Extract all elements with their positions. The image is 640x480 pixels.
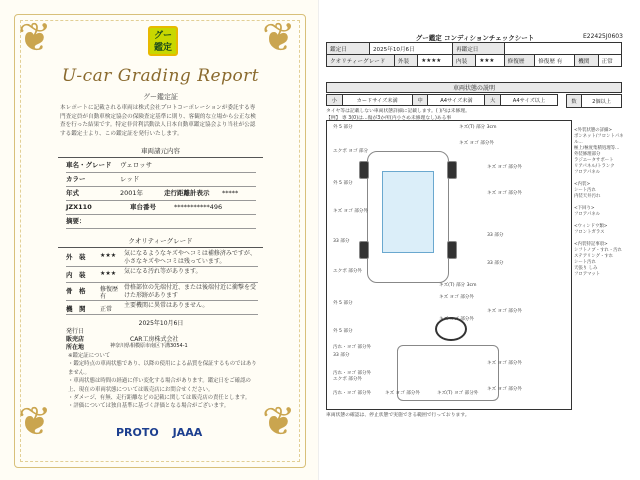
legend-note: タイヤ等は記載しない車両状態詳細に記載します。( )内は未修理。 【例】 専 3(0)は…傷が3か所(内小さめ未修理なし)ある事 [326, 109, 470, 121]
grade-heading: クオリティーグレード [58, 236, 263, 248]
vehicle-mileage-value: ***** [222, 189, 239, 197]
grade-desc: 骨格部位の先端付近、または後端付近に衝撃を受けた形跡があります [124, 284, 257, 299]
vehicle-model-row [66, 200, 256, 215]
size-cell: 小 [327, 95, 343, 106]
issue-date: 2025年10月6日 [138, 320, 184, 327]
issue-label: 発行日 [66, 328, 85, 335]
vehicle-notes-label: 摘要： [66, 217, 86, 225]
wheel-icon [359, 161, 369, 179]
damage-label: キズ ヨゴ 部分外 [487, 387, 522, 392]
grade-stars: 正常 [100, 306, 113, 313]
logos [116, 426, 216, 442]
damage-label: 33 部分 [333, 239, 350, 244]
report-title: U-car Grading Report [61, 66, 260, 86]
damage-label: エクボ ヨゴ 部分 [333, 149, 369, 154]
size-cell: 大 [485, 95, 501, 106]
damage-label: 33 部分 [487, 261, 504, 266]
damage-label: 汚れ・ヨゴ 部分外 [333, 345, 372, 350]
damage-label: エクボ 部分外 [333, 269, 363, 274]
damage-label: 外 5 部分 [333, 329, 353, 334]
repair-label: 修復歴 [504, 55, 535, 67]
size-cell: 中 [412, 95, 428, 106]
grade-label: 外 装 [66, 253, 86, 261]
checksheet-header-table [326, 42, 622, 67]
int-label: 内装 [453, 55, 476, 67]
damage-label: キズ ヨゴ 部分外 [439, 295, 474, 300]
damage-label: 外 5 部分 [333, 301, 353, 306]
damage-label: キズ ヨゴ 部分外 [487, 361, 522, 366]
vehicle-color-row [66, 172, 256, 187]
engine-label: 機関 [575, 55, 598, 67]
damage-label: キズ ヨゴ 部分外 [487, 165, 522, 170]
grade-stars: 修復歴有 [100, 286, 119, 300]
damage-label: キズ ヨゴ 部分外 [439, 317, 474, 322]
grade-label: 内 装 [66, 271, 86, 279]
damage-label: 33 部分 [487, 233, 504, 238]
vehicle-color-value: レッド [120, 175, 140, 183]
damage-label: キズ ヨゴ 部分外 [385, 391, 420, 396]
damage-label: キズ ヨゴ 部分外 [333, 209, 368, 214]
vehicle-model-value: JZX110 [66, 203, 92, 211]
bottom-note: 車両状態の確認は、停止状態で実施できる範囲で行っております。 [326, 413, 470, 418]
vehicle-year-row [66, 186, 256, 201]
wheel-icon [359, 241, 369, 259]
grade-row-engine [66, 300, 258, 315]
grade-row-interior [66, 266, 258, 283]
vehicle-heading: 車両諸元内容 [58, 146, 263, 158]
damage-label: 汚れ・ヨゴ 部分外 [333, 391, 372, 396]
damage-label: キズ ヨゴ 部分外 [459, 141, 494, 146]
certificate-notes: ※鑑定証について ・鑑定時点の車両状態であり、以降の使用による品質を保証するものではありません。 ・車両状態は時間の経過に伴い変化する場合があります。鑑定日をご確認の上、現在の車両状態については販売店にお問合せください。 ・ダメージ、有無、走行距離などの記載に関しては販売店の責任とします。 ・評価については独自基準に基づく評価となる場合がございます。 [68, 353, 257, 410]
ornament-top-left-icon: ❦ [18, 15, 52, 61]
certificate-panel [0, 0, 318, 480]
repair-value: 修復歴 有 [535, 55, 575, 67]
damage-label: 外 5 部分 [333, 181, 353, 186]
vehicle-name-label: 車名・グレード [66, 161, 112, 169]
detail-column: <外装状態の詳細> ボンネット/フロントパネル… 極上/極度集積処理等… 外装修理部分 ラジエータサポート リアパネル/トランク フロアパネル <内装> シート汚れ 内装天井汚れ <下回り> フロアパネル <ウィンドウ類> フロントガラス <内装特記事項> シフトノブ・すれ・汚れ ステアリング・すれ シート汚れ 天張り しみ フロアマット [574, 128, 624, 277]
int-value: ★★★ [476, 55, 504, 67]
count-cell: 数 [567, 95, 582, 108]
ext-value: ★★★★ [418, 55, 453, 67]
damage-label: キズ(T) ヨゴ 部分外 [437, 391, 479, 396]
grade-desc: 気になるようなキズやヘコミは補修済みですが、小さなキズやヘコミは残っています。 [124, 250, 256, 265]
quality-label: クオリティーグレード [327, 55, 395, 67]
goo-badge-text: グー 鑑定 [153, 31, 172, 53]
damage-label: キズ(T) 部分 3cm [439, 283, 477, 288]
vehicle-name-row [66, 158, 256, 173]
ornament-bottom-left-icon: ❦ [18, 399, 52, 445]
car-cabin-glass [382, 171, 434, 253]
date-value: 2025年10月6日 [370, 43, 453, 55]
vehicle-year-value: 2001年 [120, 189, 144, 197]
damage-diagram [326, 120, 572, 410]
ornament-top-right-icon: ❦ [262, 15, 296, 61]
shop-name: CAR工房株式会社 [130, 336, 179, 343]
vehicle-notes-row [66, 214, 256, 229]
proto-logo: PROTO [116, 426, 159, 439]
grade-stars: ★★★ [100, 270, 117, 277]
intro-text: 本レポートに記載される車両は株式会社プロトコーポレーションが委託する専門査定員が自動車検定協会の保険査定基準に則り、客観的な立場から公正な検査を行った結果です。特定非営利活動法人日本自動車鑑定協会より当社が公認する鑑定士より、この鑑定証を発行いたします。 [60, 105, 256, 137]
damage-label: エクボ 部分外 [333, 377, 363, 382]
report-subtitle: グー鑑定証 [143, 93, 178, 101]
size-legend-table [326, 94, 558, 106]
panel-divider [318, 0, 319, 480]
address-value: 神奈川県相模原市南区下溝3054-1 [110, 343, 188, 349]
ext-label: 外装 [394, 55, 417, 67]
engine-value: 正常 [598, 55, 621, 67]
grade-row-frame [66, 282, 258, 301]
damage-label: キズ(T) 部分 3cm [459, 125, 497, 130]
grade-stars: ★★★ [100, 252, 117, 259]
section-heading: 車両状態の説明 [326, 82, 622, 93]
vehicle-chassis-label: 車台番号 [130, 203, 156, 211]
size-cell: A4サイズ未満 [428, 95, 485, 106]
grade-desc: 主要機関に異常はありません。 [124, 302, 209, 309]
grade-label: 機 関 [66, 305, 86, 313]
vehicle-color-label: カラー [66, 175, 86, 183]
ornament-bottom-right-icon: ❦ [262, 399, 296, 445]
drive-label: 再鑑定日 [453, 43, 505, 55]
damage-label: 汚れ・ヨゴ 部分外 [333, 371, 372, 376]
jaaa-logo: JAAA [172, 426, 203, 439]
grade-label: 骨 格 [66, 287, 86, 295]
grade-desc: 気になる汚れ等があります。 [124, 268, 202, 275]
checksheet-id: E22425J0603 [583, 33, 623, 40]
wheel-icon [447, 161, 457, 179]
grade-row-exterior [66, 248, 258, 267]
vehicle-mileage-label: 走行距離計表示 [164, 189, 210, 197]
vehicle-year-label: 年式 [66, 189, 79, 197]
vehicle-name-value: ヴェロッサ [120, 161, 153, 169]
count-legend-table [566, 94, 622, 108]
address-row [66, 342, 256, 351]
size-cell: カードサイズ未満 [342, 95, 412, 106]
damage-label: 外 5 部分 [333, 125, 353, 130]
damage-label: キズ ヨゴ 部分外 [487, 191, 522, 196]
size-cell: A4サイズ以上 [500, 95, 557, 106]
drive-value [504, 43, 621, 55]
wheel-icon [447, 241, 457, 259]
damage-label: 33 部分 [333, 353, 350, 358]
checksheet-title: グー鑑定 コンディションチェックシート [415, 34, 535, 42]
shop-label: 販売店 [66, 336, 85, 343]
vehicle-chassis-value: ***********496 [174, 203, 223, 211]
date-label: 鑑定日 [327, 43, 370, 55]
goo-badge-logo [148, 26, 178, 56]
address-label: 所在地 [66, 344, 85, 351]
count-cell: 2個以上 [582, 95, 622, 108]
damage-label: キズ ヨゴ 部分外 [487, 309, 522, 314]
